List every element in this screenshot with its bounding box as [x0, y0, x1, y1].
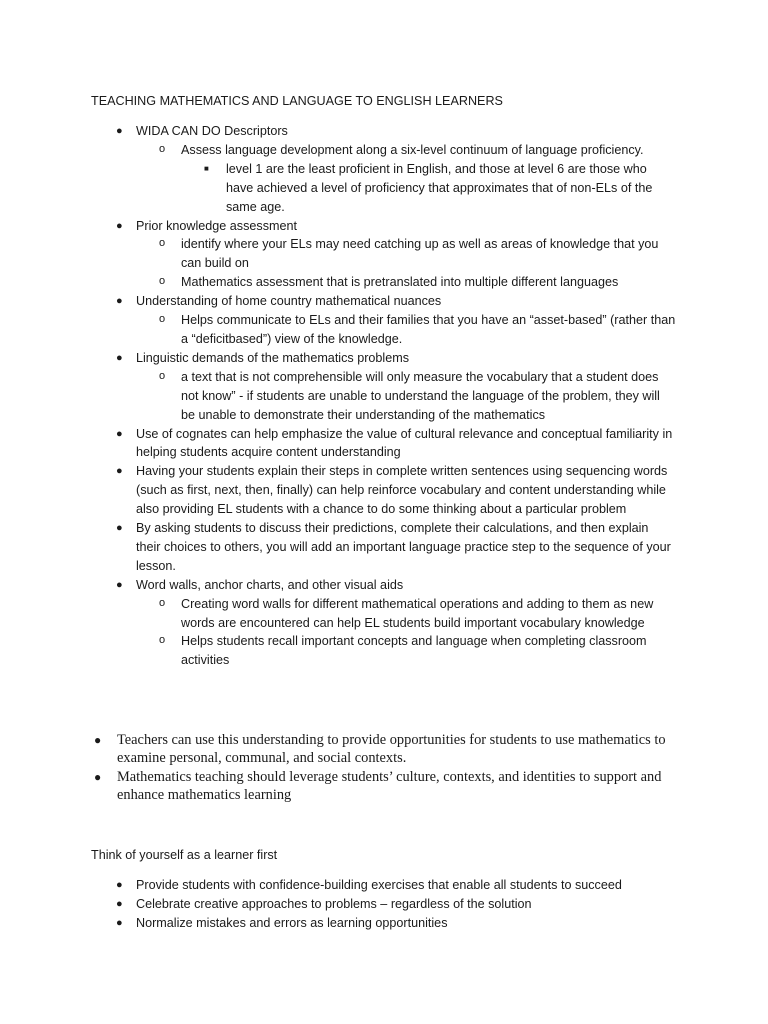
- list-item: [0, 462, 676, 519]
- list-item-text: Teachers can use this understanding to provide opportunities for students to use mathematics to examine personal, communal, and social contexts.: [117, 732, 666, 767]
- serif-bullet-list: [0, 731, 687, 804]
- bullet-marker: ●: [116, 879, 123, 891]
- sub-list: [136, 141, 676, 217]
- list-item: [0, 731, 687, 768]
- sub-sub-list-item: [0, 160, 676, 217]
- list-item: [0, 895, 676, 914]
- list-item: [0, 576, 676, 671]
- list-item: [0, 876, 676, 895]
- sub-list-item: [0, 368, 677, 425]
- bullet-marker: ●: [94, 769, 102, 784]
- sub-list: [136, 595, 676, 671]
- sub-list-item-text: a text that is not comprehensible will only measure the vocabulary that a student does not know” - if students are unable to understand the language of the problem, they will be unable to demonstrate their understanding of the mathematics: [181, 369, 660, 422]
- sub-list: [136, 235, 676, 292]
- sub-list-item: [0, 595, 677, 633]
- bullet-marker: ●: [116, 219, 123, 232]
- circle-marker: o: [159, 634, 166, 647]
- circle-marker: o: [159, 369, 166, 382]
- list-item-text: Word walls, anchor charts, and other visual aids: [136, 577, 404, 592]
- sub-list-item-text: identify where your ELs may need catching up as well as areas of knowledge that you can build on: [181, 237, 659, 271]
- list-item-text: Linguistic demands of the mathematics problems: [136, 350, 409, 365]
- bullet-marker: ●: [116, 351, 123, 364]
- bullet-marker: ●: [116, 916, 123, 929]
- sub-list-item: [0, 141, 677, 217]
- sub-list-item-text: Mathematics assessment that is pretranslated into multiple different languages: [181, 275, 619, 290]
- circle-marker: o: [159, 596, 166, 609]
- sub-list-item: [0, 273, 677, 292]
- list-item: [0, 768, 687, 805]
- sub-list-item: [0, 632, 677, 670]
- list-item-text: Mathematics teaching should leverage students’ culture, contexts, and identities to support and enhance mathematics learning: [117, 768, 662, 803]
- circle-marker: o: [159, 313, 166, 326]
- bullet-marker: ●: [116, 427, 123, 440]
- list-item: [0, 425, 676, 463]
- bullet-marker: ●: [116, 897, 123, 910]
- circle-marker: o: [159, 142, 166, 155]
- bullet-marker: ●: [116, 522, 123, 535]
- list-item: [0, 292, 676, 349]
- bullet-marker: ●: [116, 465, 123, 478]
- list-item-text: Normalize mistakes and errors as learning opportunities: [136, 915, 448, 930]
- sub-list-item: [0, 311, 677, 349]
- sub-list: [136, 311, 676, 349]
- list-item-text: Understanding of home country mathematical nuances: [136, 294, 442, 309]
- sub-list-item-text: Helps students recall important concepts and language when completing classroom activities: [181, 634, 647, 668]
- learner-bullet-list: [0, 876, 676, 933]
- sub-list-item-text: Creating word walls for different mathematical operations and adding to them as new words are encountered can help EL students build important vocabulary knowledge: [181, 596, 654, 630]
- sub-list-item-text: Helps communicate to ELs and their families that you have an “asset-based” (rather than a “deficitbased”) view of the knowledge.: [181, 313, 676, 346]
- list-item-text: WIDA CAN DO Descriptors: [136, 124, 288, 138]
- sub-list: [136, 368, 676, 425]
- circle-marker: o: [159, 275, 166, 288]
- square-marker: ■: [204, 163, 209, 173]
- sub-list-item-text: Assess language development along a six-level continuum of language proficiency.: [181, 142, 644, 157]
- list-item-text: Use of cognates can help emphasize the value of cultural relevance and conceptual familiarity in helping students acquire content understanding: [136, 426, 673, 460]
- list-item-text: Having your students explain their steps in complete written sentences using sequencing words (such as first, next, then, finally) can help reinforce vocabulary and content understanding while also providing EL students with a chance to do some thinking about a particular problem: [136, 464, 668, 517]
- page-title: TEACHING MATHEMATICS AND LANGUAGE TO ENGLISH LEARNERS: [91, 94, 503, 108]
- bullet-marker: ●: [116, 125, 123, 137]
- bullet-marker: ●: [94, 733, 102, 747]
- list-item: [0, 349, 676, 425]
- list-item-text: Provide students with confidence-building exercises that enable all students to succeed: [136, 878, 622, 892]
- list-item: [0, 519, 676, 576]
- sub-sub-list-item-text: level 1 are the least proficient in English, and those at level 6 are those who have achieved a level of proficiency that approximates that of non-ELs of the same age.: [226, 161, 653, 214]
- list-item-text: By asking students to discuss their predictions, complete their calculations, and then explain their choices to others, you will add an important language practice step to the sequence of your lesson.: [136, 521, 671, 573]
- bullet-marker: ●: [116, 295, 123, 308]
- list-item-text: Celebrate creative approaches to problems – regardless of the solution: [136, 896, 532, 911]
- section-subheading: Think of yourself as a learner first: [91, 848, 278, 862]
- list-item-text: Prior knowledge assessment: [136, 218, 297, 233]
- bullet-marker: ●: [116, 578, 123, 591]
- main-bullet-list: [0, 122, 676, 670]
- list-item: [0, 122, 676, 217]
- list-item: [0, 217, 676, 293]
- list-item: [0, 914, 676, 933]
- circle-marker: o: [159, 237, 166, 250]
- sub-list-item: [0, 235, 677, 273]
- sub-sub-list: [181, 160, 677, 217]
